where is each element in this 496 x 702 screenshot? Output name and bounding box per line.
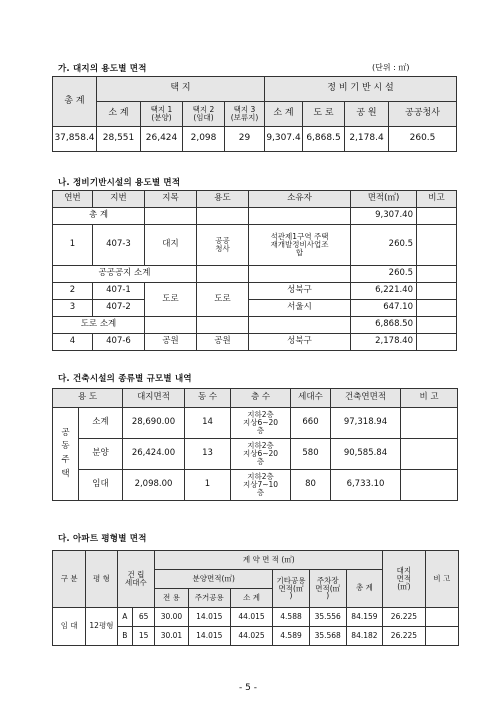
- cell: 공원: [197, 334, 249, 351]
- cell: 4.588: [273, 608, 310, 627]
- h-lotno: 지번: [93, 191, 145, 208]
- h-households: 세대수: [291, 389, 331, 408]
- h-units: 건 립 세대수: [117, 551, 155, 608]
- building-scale-table: [52, 388, 458, 501]
- cell: 28,551: [97, 127, 141, 152]
- cell: 26,424.00: [123, 439, 185, 470]
- h-use: 용 도: [53, 389, 123, 408]
- cell: 지하2층 지상7~10 층: [231, 470, 291, 501]
- cell: 13: [185, 439, 231, 470]
- road-sub-label: 도로 소계: [53, 317, 145, 334]
- pub-sub-value: 260.5: [351, 266, 417, 283]
- cell: 1: [185, 470, 231, 501]
- cell: 2: [53, 283, 93, 300]
- h-total: 총 계: [346, 570, 383, 608]
- h-housing: 택 지: [97, 77, 265, 102]
- cell: 공원: [145, 334, 197, 351]
- h-total: 총 계: [53, 77, 97, 127]
- section-b-title: 나. 정비기반시설의 용도별 면적: [58, 178, 181, 188]
- cell: 2,098.00: [123, 470, 185, 501]
- h-note: 비 고: [425, 551, 458, 608]
- size-cell: 12평형: [86, 608, 117, 646]
- road-sub-value: 6,868.50: [351, 317, 417, 334]
- cell: 29: [225, 127, 265, 152]
- section-a-title: 가. 대지의 용도별 면적: [58, 64, 147, 74]
- section-d-title: 다. 아파트 평형별 면적: [58, 534, 147, 544]
- h-residential: 주거공용: [188, 589, 230, 608]
- cell: A: [117, 608, 133, 627]
- h-jimok: 지목: [145, 191, 197, 208]
- cell: 9,307.4: [265, 127, 303, 152]
- group-label: 공 동 주 택: [53, 408, 79, 501]
- cell: 분양: [79, 439, 123, 470]
- cell: 2,098: [183, 127, 225, 152]
- cell: 14: [185, 408, 231, 439]
- cell: 35.556: [309, 608, 346, 627]
- cell: 14.015: [188, 608, 230, 627]
- cell: 97,318.94: [331, 408, 401, 439]
- h-exclusive: 전 용: [155, 589, 188, 608]
- road-use: 도로: [197, 283, 249, 317]
- h-buildings: 동 수: [185, 389, 231, 408]
- cell: 407-3: [93, 225, 145, 266]
- cell: 580: [291, 439, 331, 470]
- total-value: 9,307.40: [351, 208, 417, 225]
- cell: 성북구: [249, 283, 351, 300]
- section-c-title: 다. 건축시설의 종류별 규모별 내역: [58, 374, 192, 384]
- infra-area-table: [52, 190, 457, 351]
- h-sale: 분양면적(㎡): [155, 570, 273, 589]
- cell: 260.5: [351, 225, 417, 266]
- pub-sub-label: 공공공지 소계: [53, 266, 197, 283]
- cell: 660: [291, 408, 331, 439]
- apartment-size-table: [52, 550, 459, 646]
- cell: 37,858.4: [53, 127, 97, 152]
- h-area: 면적(㎡): [351, 191, 417, 208]
- cell: 647.10: [351, 300, 417, 317]
- land-use-area-table: [52, 76, 457, 152]
- cell: 서울시: [249, 300, 351, 317]
- cell: 30.01: [155, 627, 188, 646]
- cell: 84.182: [346, 627, 383, 646]
- cell: 6,733.10: [331, 470, 401, 501]
- h-gross-area: 건축연면적: [331, 389, 401, 408]
- h-park: 공 원: [345, 102, 389, 127]
- cell: 3: [53, 300, 93, 317]
- cell: 6,868.5: [303, 127, 345, 152]
- cell: 407-1: [93, 283, 145, 300]
- road-jimok: 도로: [145, 283, 197, 317]
- page-number: - 5 -: [239, 683, 257, 693]
- cell: 84.159: [346, 608, 383, 627]
- cell: 260.5: [389, 127, 457, 152]
- cell: 6,221.40: [351, 283, 417, 300]
- cell: 지하2층 지상6~20 층: [231, 408, 291, 439]
- cell: 35.568: [309, 627, 346, 646]
- cell: 14.015: [188, 627, 230, 646]
- cell: 공공 청사: [197, 225, 249, 266]
- cell: 1: [53, 225, 93, 266]
- cell: 4: [53, 334, 93, 351]
- cell: 407-6: [93, 334, 145, 351]
- cell: 65: [133, 608, 155, 627]
- cell: 지하2층 지상6~20 층: [231, 439, 291, 470]
- h-infra: 정 비 기 반 시 설: [265, 77, 457, 102]
- cell: 44.015: [230, 608, 272, 627]
- cell: 소계: [79, 408, 123, 439]
- h-parking: 주차장 면적(㎡ ): [309, 570, 346, 608]
- h-note: 비고: [417, 191, 457, 208]
- cell: 90,585.84: [331, 439, 401, 470]
- cell: 407-2: [93, 300, 145, 317]
- h-contract: 계 약 면 적 (㎡): [155, 551, 383, 570]
- cell: 80: [291, 470, 331, 501]
- h-land-area: 대지면적: [123, 389, 185, 408]
- h-floors: 층 수: [231, 389, 291, 408]
- h-sub1: 소 계: [97, 102, 141, 127]
- h-owner: 소유자: [249, 191, 351, 208]
- cell: 30.00: [155, 608, 188, 627]
- cell: 성북구: [249, 334, 351, 351]
- h-use: 용도: [197, 191, 249, 208]
- cell: 44.025: [230, 627, 272, 646]
- h-land: 대지 면적 (㎡): [383, 551, 425, 608]
- cell: 4.589: [273, 627, 310, 646]
- cell: 임대: [79, 470, 123, 501]
- h-gubun: 구 분: [53, 551, 86, 608]
- h-subtotal: 소 계: [230, 589, 272, 608]
- h-sub2: 소 계: [265, 102, 303, 127]
- cell: 석관제1구역 주택 재개발정비사업조 합: [249, 225, 351, 266]
- h-no: 연번: [53, 191, 93, 208]
- h-public: 공공청사: [389, 102, 457, 127]
- h-note: 비 고: [401, 389, 458, 408]
- h-road: 도 로: [303, 102, 345, 127]
- total-label: 총 계: [53, 208, 145, 225]
- h-pyeong: 평 형: [86, 551, 117, 608]
- unit-label: (단위 : ㎡): [372, 63, 410, 72]
- cell: 28,690.00: [123, 408, 185, 439]
- cell: 2,178.40: [351, 334, 417, 351]
- h-other: 기타공용 면적(㎡ ): [273, 570, 310, 608]
- cell: 26.225: [383, 608, 425, 627]
- cell: 2,178.4: [345, 127, 389, 152]
- cell: 26,424: [141, 127, 183, 152]
- h-lot2: 택지 2 (임대): [183, 102, 225, 127]
- cell: 대지: [145, 225, 197, 266]
- cell: 15: [133, 627, 155, 646]
- type-cell: 임 대: [53, 608, 86, 646]
- h-lot1: 택지 1 (분양): [141, 102, 183, 127]
- cell: B: [117, 627, 133, 646]
- cell: 26.225: [383, 627, 425, 646]
- h-lot3: 택지 3 (보류지): [225, 102, 265, 127]
